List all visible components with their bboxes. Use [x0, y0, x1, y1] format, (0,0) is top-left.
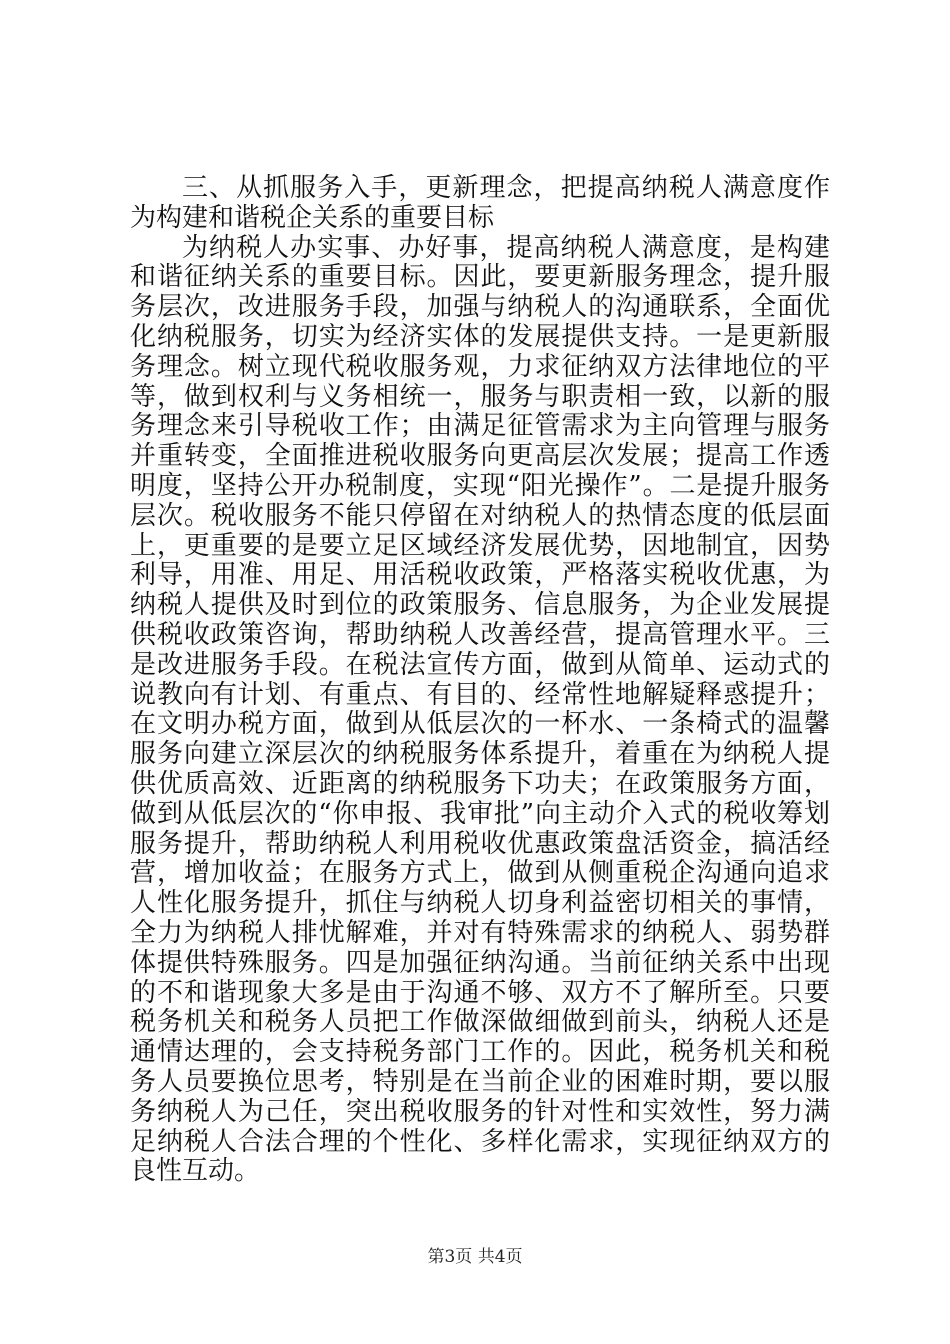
section-heading: 三、从抓服务入手，更新理念，把提高纳税人满意度作为构建和谐税企关系的重要目标	[130, 173, 830, 233]
body-paragraph: 为纳税人办实事、办好事，提高纳税人满意度，是构建和谐征纳关系的重要目标。因此，要更新服务理念，提升服务层次，改进服务手段，加强与纳税人的沟通联系，全面优化纳税服务，切实为经济实体的发展提供支持。一是更新服务理念。树立现代税收服务观，力求征纳双方法律地位的平等，做到权利与义务相统一，服务与职责相一致，以新的服务理念来引导税收工作；由满足征管需求为主向管理与服务并重转变，全面推进税收服务向更高层次发展；提高工作透明度，坚持公开办税制度，实现“阳光操作”。二是提升服务层次。税收服务不能只停留在对纳税人的热情态度的低层面上，更重要的是要立足区域经济发展优势，因地制宜，因势利导，用准、用足、用活税收政策，严格落实税收优惠，为纳税人提供及时到位的政策服务、信息服务，为企业发展提供税收政策咨询，帮助纳税人改善经营，提高管理水平。三是改进服务手段。在税法宣传方面，做到从简单、运动式的说教向有计划、有重点、有目的、经常性地解疑释惑提升；在文明办税方面，做到从低层次的一杯水、一条椅式的温馨服务向建立深层次的纳税服务体系提升，着重在为纳税人提供优质高效、近距离的纳税服务下功夫；在政策服务方面，做到从低层次的“你申报、我审批”向主动介入式的税收筹划服务提升，帮助纳税人利用税收优惠政策盘活资金，搞活经营，增加收益；在服务方式上，做到从侧重税企沟通向追求人性化服务提升，抓住与纳税人切身利益密切相关的事情，全力为纳税人排忧解难，并对有特殊需求的纳税人、弱势群体提供特殊服务。四是加强征纳沟通。当前征纳关系中出现的不和谐现象大多是由于沟通不够、双方不了解所至。只要税务机关和税务人员把工作做深做细做到前头，纳税人还是通情达理的，会支持税务部门工作的。因此，税务机关和税务人员要换位思考，特别是在当前企业的困难时期，要以服务纳税人为己任，突出税收服务的针对性和实效性，努力满足纳税人合法合理的个性化、多样化需求，实现征纳双方的良性互动。	[130, 232, 830, 1187]
page-number-footer: 第3页 共4页	[427, 1247, 523, 1267]
document-body	[130, 174, 830, 1187]
